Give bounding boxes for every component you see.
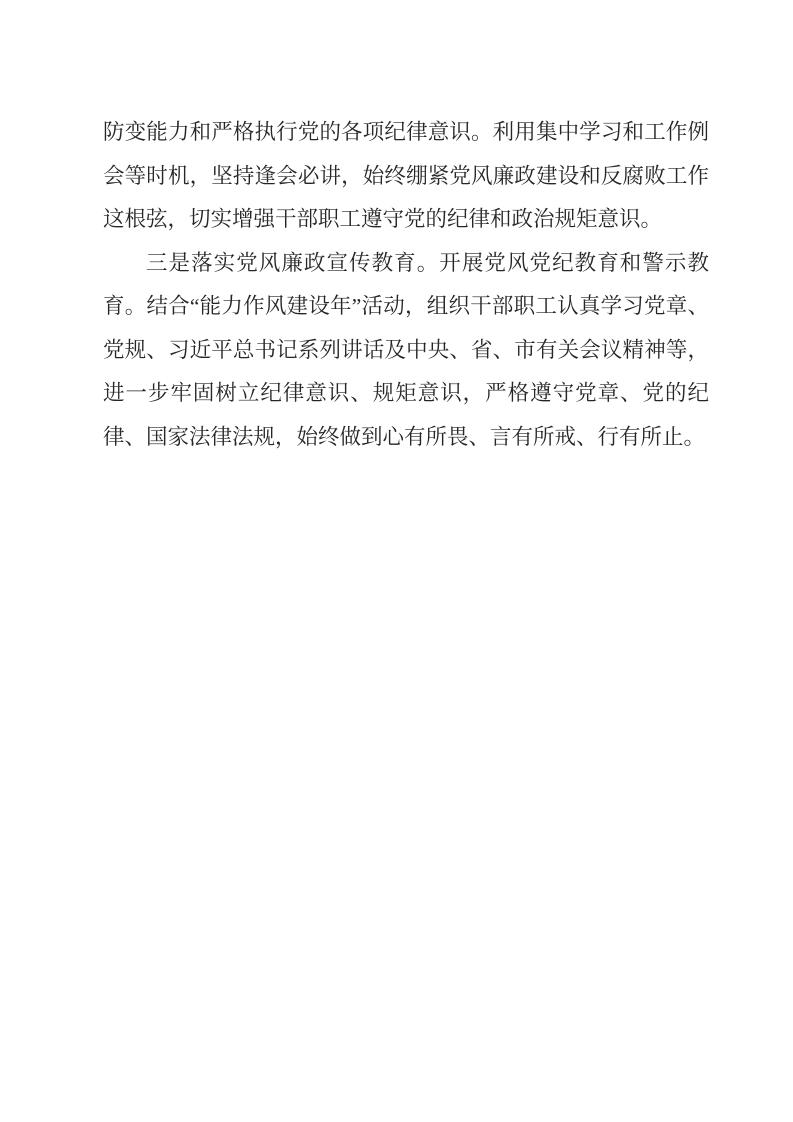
document-text-block bbox=[103, 111, 709, 459]
paragraph-point-three: 三是落实党风廉政宣传教育。开展党风党纪教育和警示教育。结合“能力作风建设年”活动，组织干部职工认真学习党章、党规、习近平总书记系列讲话及中央、省、市有关会议精神等，进一步牢固树立纪律意识、规矩意识，严格遵守党章、党的纪律、国家法律法规，始终做到心有所畏、言有所戒、行有所止。 bbox=[103, 250, 709, 449]
paragraph-continuation: 防变能力和严格执行党的各项纪律意识。利用集中学习和工作例会等时机，坚持逢会必讲，始终绷紧党风廉政建设和反腐败工作这根弦，切实增强干部职工遵守党的纪律和政治规矩意识。 bbox=[103, 120, 709, 231]
